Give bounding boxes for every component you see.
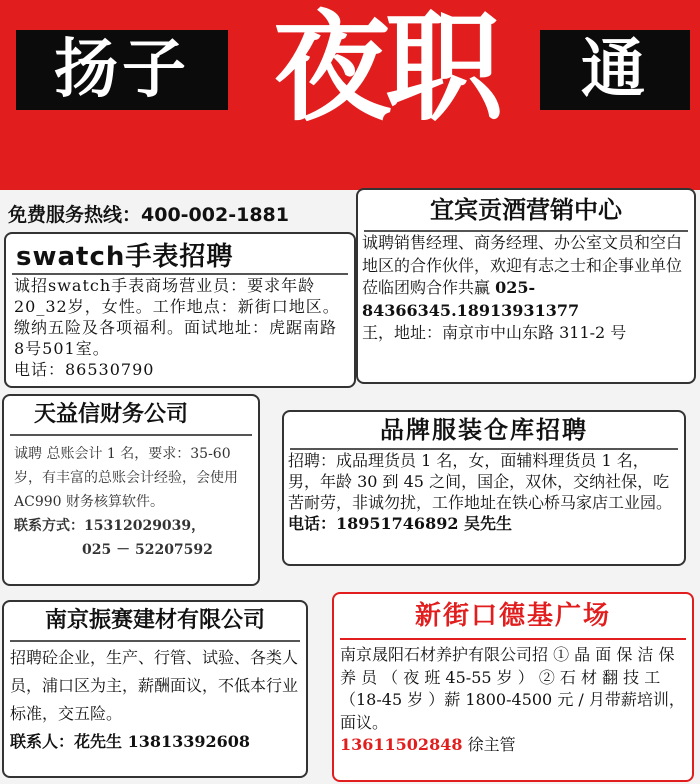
ad-title: 新街口德基广场 <box>414 601 611 631</box>
ad-contact: 电话：18951746892 吴先生 <box>288 514 513 533</box>
ad-body <box>358 232 694 345</box>
ad-contact-label: 联系方式： <box>14 518 84 534</box>
ad-title: swatch手表招聘 <box>16 242 234 272</box>
masthead-banner <box>0 0 700 190</box>
ad-body <box>284 450 684 534</box>
masthead-right-word: 通 <box>540 30 690 110</box>
ad-phone: 电话：86530790 <box>14 360 155 379</box>
ad-tianyi <box>2 394 260 586</box>
masthead-center-word: 夜职 <box>272 0 497 137</box>
ad-phone: 15312029039， <box>84 518 206 534</box>
ad-body-text: 招聘砼企业，生产、行管、试验、各类人员，浦口区为主，薪酬面议，不低本行业标准，交五险。 <box>10 648 299 723</box>
ad-body-text: 诚招swatch手表商场营业员：要求年龄20_32岁，女性。工作地点：新街口地区。缴纳五险及各项福利。面试地址：虎踞南路8号501室。 <box>14 276 340 358</box>
ad-title: 天益信财务公司 <box>34 402 189 427</box>
ad-contact-name: 徐主管 <box>467 735 516 754</box>
ad-xinjiekou <box>332 592 694 782</box>
ad-contact <box>14 514 248 538</box>
masthead-left-word: 扬子 <box>16 30 228 110</box>
ad-body-text: 南京晟阳石材养护有限公司招 ① 晶 面 保 洁 保 养 员 （ 夜 班 45-55 岁 ） ② 石 材 翻 技 工 （18-45 岁 ）薪 1800-4500 元 / 月带薪培训，面议。 <box>340 645 685 732</box>
ad-zhensai <box>2 600 308 778</box>
ad-title: 宜宾贡酒营销中心 <box>430 196 622 224</box>
hotline-text: 免费服务热线：400-002-1881 <box>8 204 289 226</box>
ad-swatch <box>4 232 356 388</box>
ad-yibin <box>356 188 696 384</box>
ad-title: 品牌服装仓库招聘 <box>380 416 588 444</box>
ad-body-text: 诚聘 总账会计 1 名，要求：35-60岁，有丰富的总账会计经验，会使用AC990 财务核算软件。 <box>14 446 238 510</box>
ad-address: 王，地址：南京市中山东路 311-2 号 <box>362 323 627 342</box>
ad-contact: 联系人：花先生 13813392608 <box>10 732 251 751</box>
ad-phone: 025-84366345.18913931377 <box>362 278 580 320</box>
ad-body-text: 诚聘销售经理、商务经理、办公室文员和空白地区的合作伙伴，欢迎有志之士和企事业单位莅临团购合作共赢 <box>362 233 683 297</box>
ad-body-text: 招聘：成品理货员 1 名，女，面辅料理货员 1 名，男，年龄 30 到 45 之间，国企，双休，交纳社保，吃苦耐劳，非诚勿扰，工作地址在铁心桥马家店工业园。 <box>288 451 673 512</box>
ad-body <box>6 275 354 380</box>
ad-phone: 13611502848 <box>340 735 463 754</box>
ad-body <box>4 642 306 758</box>
ad-body <box>334 640 692 761</box>
ad-pinpai <box>282 410 686 566</box>
ad-title: 南京振赛建材有限公司 <box>44 608 265 633</box>
ad-body <box>4 436 258 568</box>
ad-phone-secondary: 025 － 52207592 <box>82 542 213 558</box>
